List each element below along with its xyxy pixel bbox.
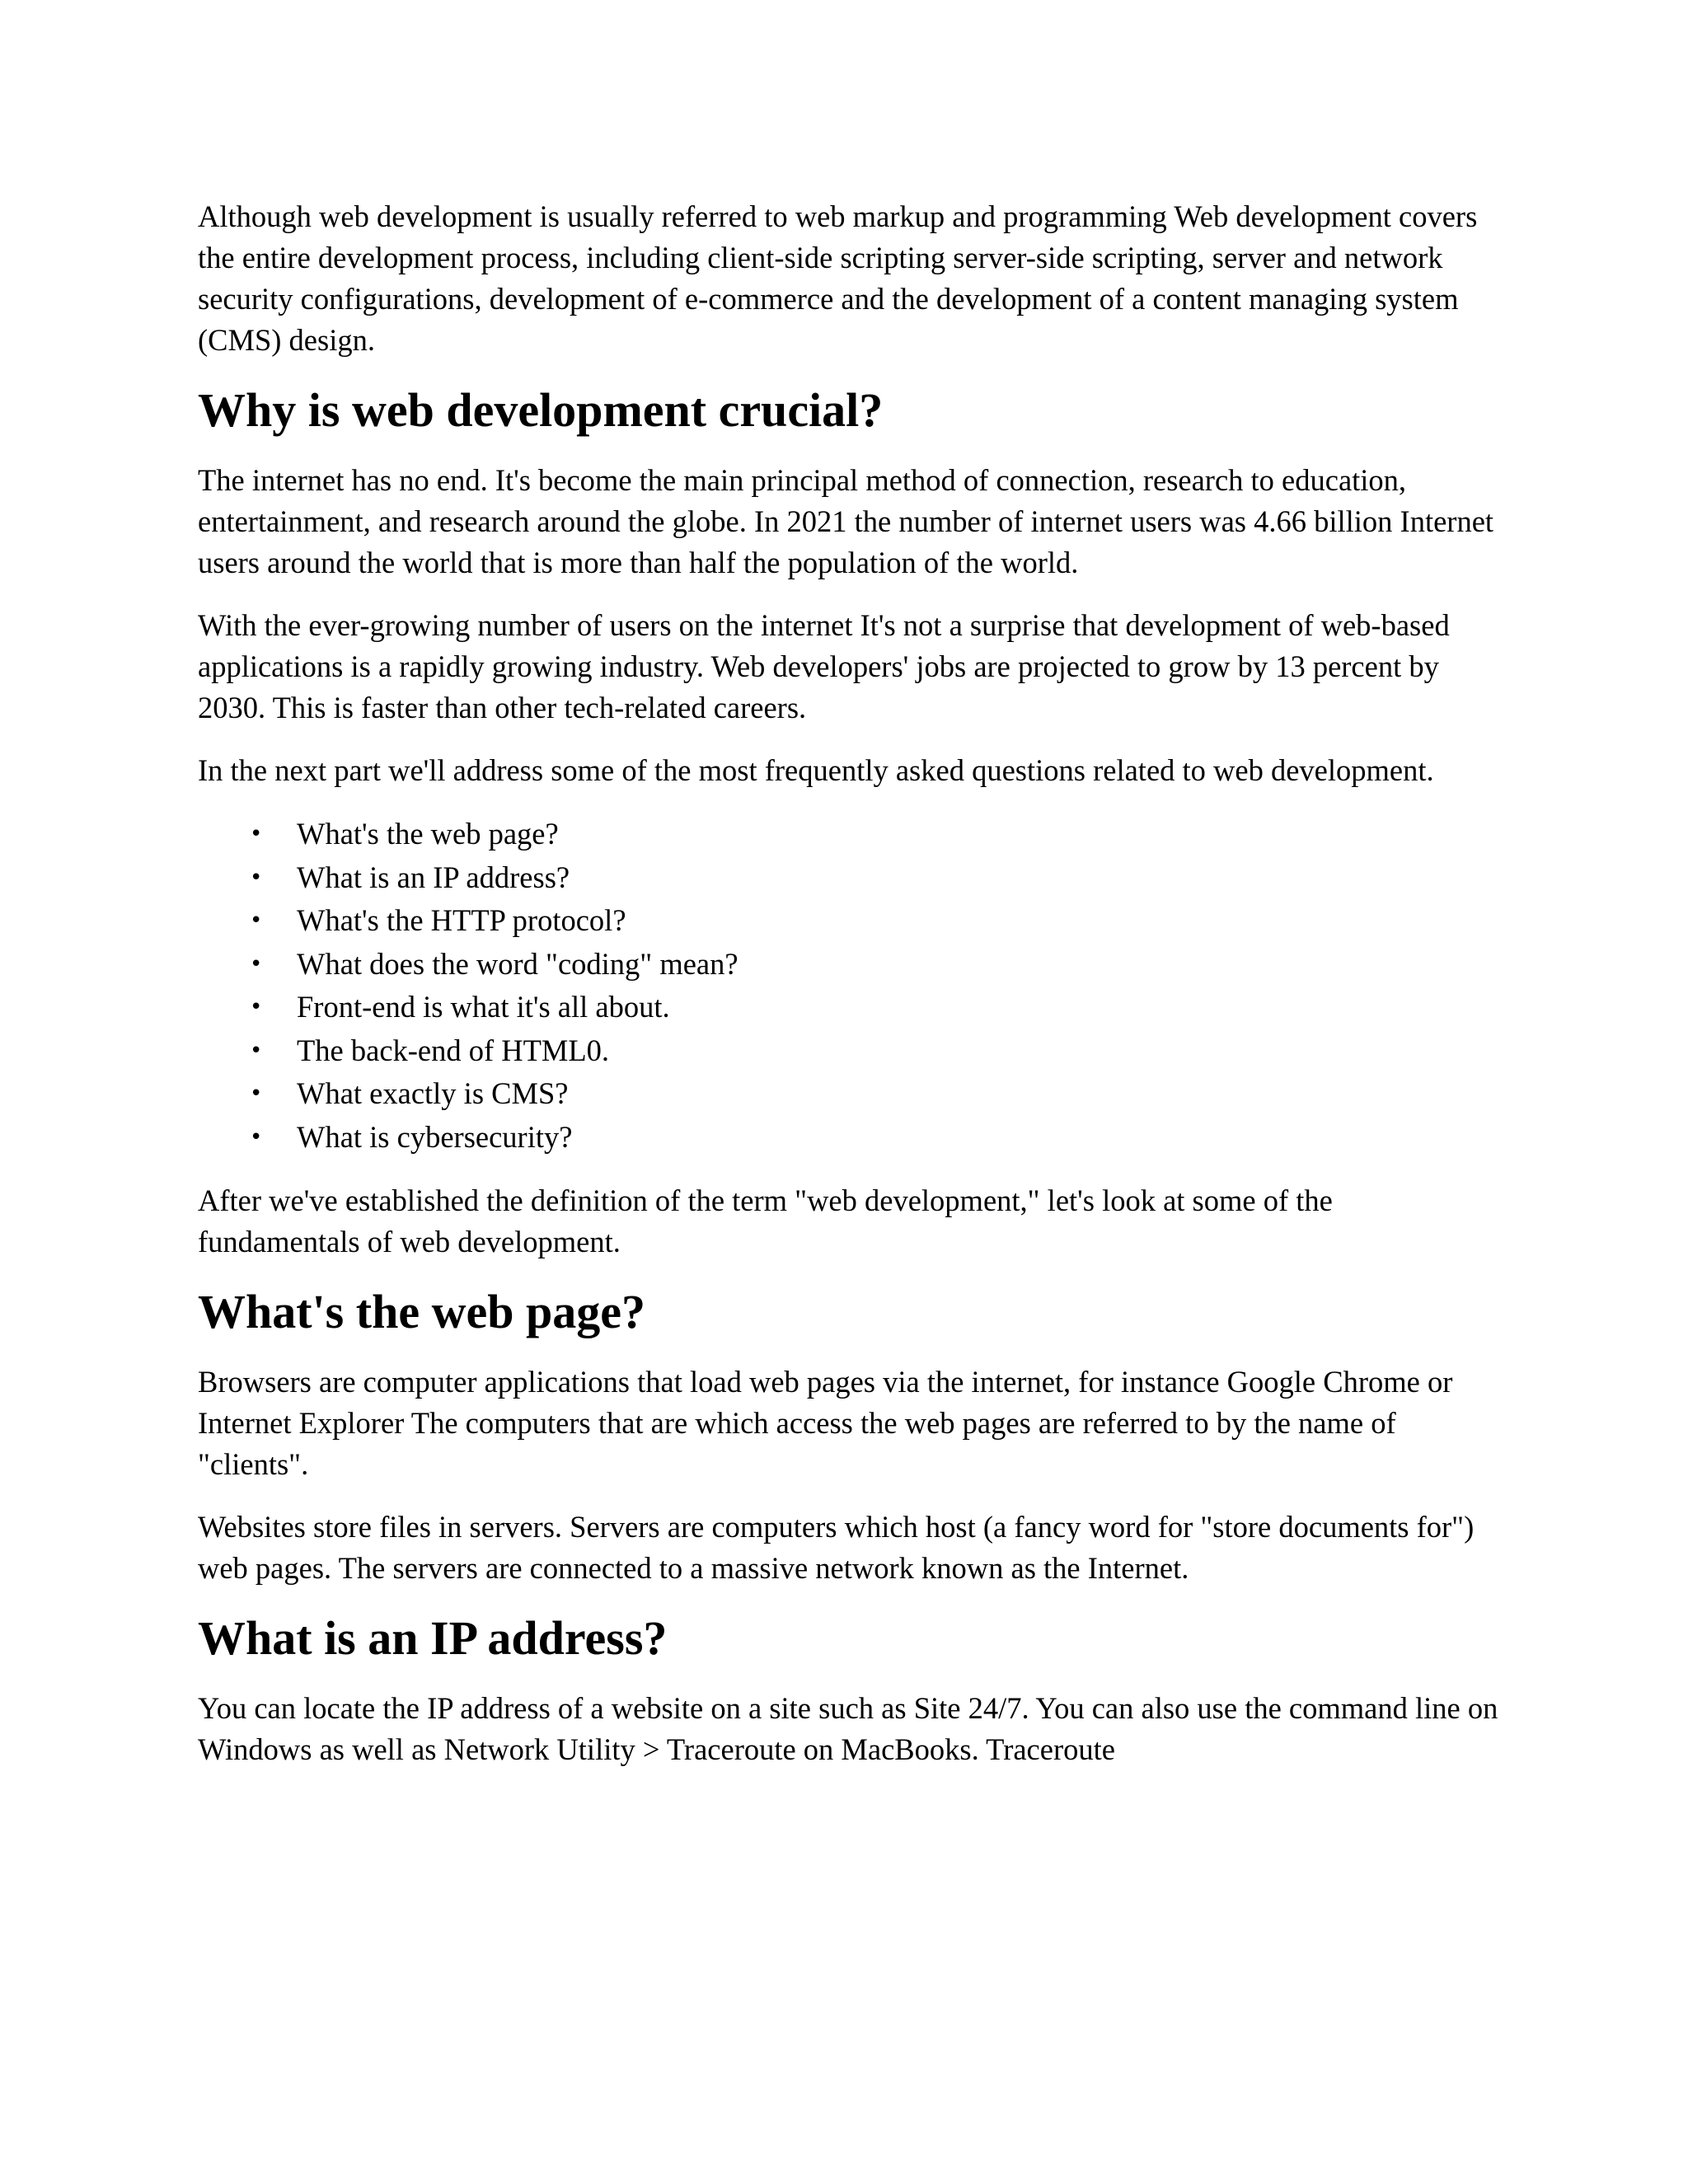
paragraph-faq-intro: In the next part we'll address some of the most frequently asked questions related to web development. <box>198 753 1434 787</box>
section-heading-why-web-development: Why is web development crucial? <box>198 383 884 437</box>
list-item <box>198 899 1500 943</box>
bullet-icon: • <box>250 865 263 890</box>
list-item <box>198 1116 1500 1160</box>
list-item-text: What's the HTTP protocol? <box>297 903 626 937</box>
paragraph-servers: Websites store files in servers. Servers are computers which host (a fancy word for "store documents for") web pages. The servers are connected to a massive network known as the Internet. <box>198 1510 1475 1585</box>
list-item-text: The back-end of HTML0. <box>297 1033 610 1067</box>
paragraph-ip-lookup: You can locate the IP address of a website on a site such as Site 24/7. You can also use the command line on Windows as well as Network Utility > Traceroute on MacBooks. Traceroute <box>198 1691 1498 1766</box>
list-item-text: What exactly is CMS? <box>297 1076 569 1110</box>
bullet-icon: • <box>250 822 263 846</box>
bullet-icon: • <box>250 995 263 1019</box>
faq-list <box>198 813 1500 1159</box>
section-heading-ip-address: What is an IP address? <box>198 1611 668 1665</box>
bullet-icon: • <box>250 1081 263 1106</box>
list-item <box>198 1072 1500 1116</box>
list-item <box>198 943 1500 987</box>
list-item-text: What is an IP address? <box>297 860 570 894</box>
paragraph-fundamentals-intro: After we've established the definition of the term "web development," let's look at some of the fundamentals of web development. <box>198 1183 1333 1258</box>
list-item <box>198 986 1500 1029</box>
list-item <box>198 856 1500 900</box>
bullet-icon: • <box>250 908 263 933</box>
document-body <box>198 196 1500 1792</box>
bullet-icon: • <box>250 951 263 977</box>
intro-paragraph: Although web development is usually referred to web markup and programming Web development covers the entire development process, including client-side scripting server-side scripting, server and network security configurations, development of e-commerce and the development of a content managing system (CMS) design. <box>198 199 1478 357</box>
list-item <box>198 813 1500 856</box>
paragraph-industry-growth: With the ever-growing number of users on the internet It's not a surprise that development of web-based applications is a rapidly growing industry. Web developers' jobs are projected to grow by 13 percent by 2030. This is faster than other tech-related careers. <box>198 608 1450 724</box>
list-item-text: What's the web page? <box>297 817 559 851</box>
paragraph-internet-users: The internet has no end. It's become the main principal method of connection, research to education, entertainment, and research around the globe. In 2021 the number of internet users was 4.66 billion Internet users around the world that is more than half the population of the world. <box>198 463 1494 579</box>
list-item <box>198 1029 1500 1073</box>
section-heading-web-page: What's the web page? <box>198 1285 645 1338</box>
list-item-text: What does the word "coding" mean? <box>297 946 738 981</box>
bullet-icon: • <box>250 1124 263 1150</box>
list-item-text: Front-end is what it's all about. <box>297 990 670 1024</box>
bullet-icon: • <box>250 1038 263 1063</box>
list-item-text: What is cybersecurity? <box>297 1119 573 1154</box>
paragraph-browsers: Browsers are computer applications that load web pages via the internet, for instance Google Chrome or Internet Explorer The computers that are which access the web pages are referred to by the name of "clients". <box>198 1365 1453 1481</box>
